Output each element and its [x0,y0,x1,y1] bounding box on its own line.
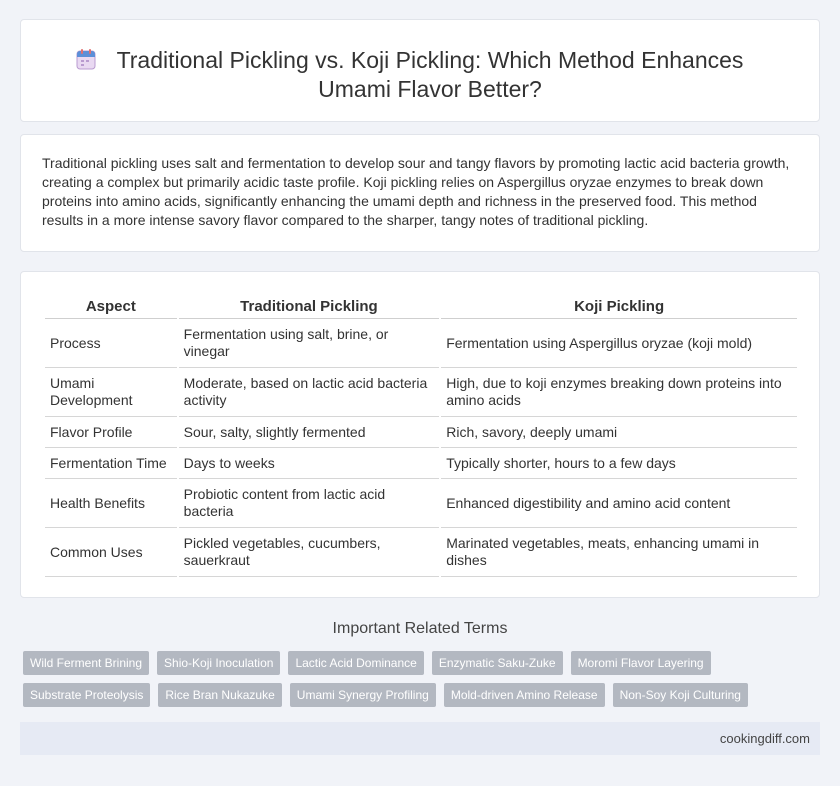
title-card [20,19,820,122]
related-term-tag[interactable]: Substrate Proteolysis [23,683,150,707]
comparison-table [43,297,799,577]
footer [20,722,820,755]
related-term-tag[interactable]: Shio-Koji Inoculation [157,651,280,675]
table-cell-aspect: Process [45,319,177,368]
intro-card [20,134,820,252]
table-cell-aspect: Health Benefits [45,479,177,528]
table-cell-koji: High, due to koji enzymes breaking down proteins into amino acids [441,368,797,417]
table-cell-traditional: Moderate, based on lactic acid bacteria activity [179,368,440,417]
header-koji: Koji Pickling [441,297,797,319]
related-terms-title: Important Related Terms [332,620,508,637]
table-cell-traditional: Sour, salty, slightly fermented [179,417,440,448]
table-row [45,448,797,479]
table-cell-traditional: Fermentation using salt, brine, or vinegar [179,319,440,368]
table-cell-koji: Enhanced digestibility and amino acid content [441,479,797,528]
tag-row [23,651,823,675]
table-cell-traditional: Pickled vegetables, cucumbers, sauerkraut [179,528,440,577]
related-term-tag[interactable]: Wild Ferment Brining [23,651,149,675]
table-header-row [45,297,797,319]
table-row [45,368,797,417]
table-cell-aspect: Umami Development [45,368,177,417]
intro-paragraph: Traditional pickling uses salt and fermentation to develop sour and tangy flavors by promoting lactic acid bacteria growth, creating a complex but primarily acidic taste profile. Koji pickling relies on Aspergillus oryzae enzymes to break down proteins into amino acids, significantly enhancing the umami depth and richness in the preserved food. This method results in a more intense savory flavor compared to the sharper, tangy notes of traditional pickling. [42,155,790,228]
header-traditional: Traditional Pickling [179,297,440,319]
page-title-line1: Traditional Pickling vs. Koji Pickling: Which Method Enhances [116,47,744,73]
related-term-tag[interactable]: Umami Synergy Profiling [290,683,436,707]
table-row [45,479,797,528]
table-cell-traditional: Days to weeks [179,448,440,479]
table-cell-traditional: Probiotic content from lactic acid bacteria [179,479,440,528]
table-cell-aspect: Common Uses [45,528,177,577]
related-terms [23,651,823,715]
related-term-tag[interactable]: Rice Bran Nukazuke [158,683,281,707]
related-term-tag[interactable]: Lactic Acid Dominance [288,651,423,675]
related-term-tag[interactable]: Non-Soy Koji Culturing [613,683,748,707]
table-cell-koji: Fermentation using Aspergillus oryzae (koji mold) [441,319,797,368]
footer-site-link[interactable]: cookingdiff.com [719,731,810,746]
table-row [45,417,797,448]
table-cell-koji: Marinated vegetables, meats, enhancing umami in dishes [441,528,797,577]
page-title-line2: Umami Flavor Better? [318,76,542,102]
comparison-card [20,271,820,598]
related-term-tag[interactable]: Moromi Flavor Layering [571,651,711,675]
page-title [81,46,779,104]
table-row [45,319,797,368]
table-cell-aspect: Flavor Profile [45,417,177,448]
table-cell-koji: Rich, savory, deeply umami [441,417,797,448]
related-term-tag[interactable]: Enzymatic Saku-Zuke [432,651,563,675]
tag-row [23,683,823,707]
table-row [45,528,797,577]
table-cell-aspect: Fermentation Time [45,448,177,479]
header-aspect: Aspect [45,297,177,319]
table-cell-koji: Typically shorter, hours to a few days [441,448,797,479]
related-term-tag[interactable]: Mold-driven Amino Release [444,683,605,707]
